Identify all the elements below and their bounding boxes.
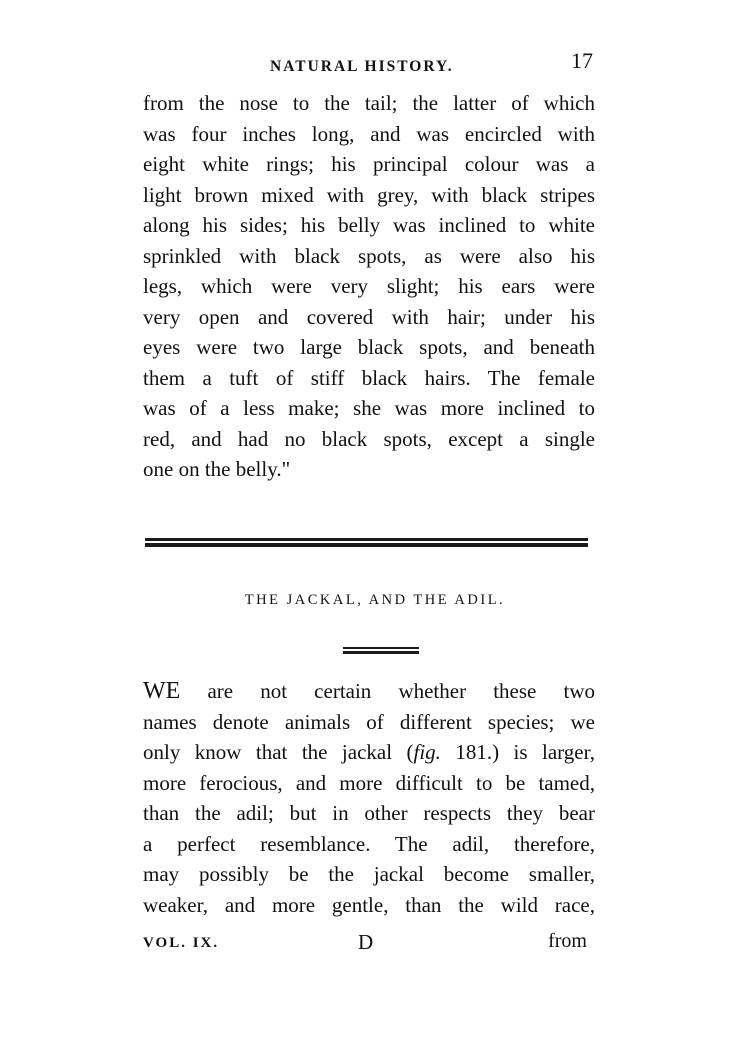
text-fragment: 181.) is larger, xyxy=(440,740,595,764)
text-line: along his sides; his belly was inclined to white xyxy=(143,213,595,237)
text-line: was of a less make; she was more inclined to xyxy=(143,396,595,420)
text-line xyxy=(143,676,595,707)
opening-word: WE xyxy=(143,678,181,704)
figure-reference: fig. xyxy=(413,740,441,764)
text-line: from the nose to the tail; the latter of which xyxy=(143,91,595,115)
volume-label: VOL. IX. xyxy=(143,935,220,951)
text-line xyxy=(143,737,595,768)
text-line: sprinkled with black spots, as were also his xyxy=(143,243,595,268)
text-line: may possibly be the jackal become smaller, xyxy=(143,862,595,886)
catchword: from xyxy=(548,930,587,952)
text-line: than the adil; but in other respects they bear xyxy=(143,801,595,825)
section-divider-rule xyxy=(145,543,588,547)
text-line: light brown mixed with grey, with black stripes xyxy=(143,182,595,207)
text-line: legs, which were very slight; his ears were xyxy=(143,274,595,298)
text-fragment: are not certain whether these two xyxy=(180,679,595,703)
text-line: one on the belly." xyxy=(143,457,291,481)
paragraph-section-body xyxy=(143,676,595,920)
text-line: weaker, and more gentle, than the wild race, xyxy=(143,892,595,917)
paragraph-continued xyxy=(143,88,595,485)
page-footer xyxy=(143,930,595,960)
text-line: a perfect resemblance. The adil, therefore, xyxy=(143,831,595,856)
title-underline-rule xyxy=(343,651,419,654)
text-line: red, and had no black spots, except a single xyxy=(143,426,595,451)
signature-mark: D xyxy=(358,930,374,954)
text-fragment: only know that the jackal ( xyxy=(143,740,414,764)
text-line: very open and covered with hair; under his xyxy=(143,304,595,329)
text-line: them a tuft of stiff black hairs. The female xyxy=(143,365,595,390)
text-line: names denote animals of different species; we xyxy=(143,709,595,734)
running-head: NATURAL HISTORY. xyxy=(270,58,454,75)
text-line: more ferocious, and more difficult to be tamed, xyxy=(143,770,595,795)
section-divider-rule xyxy=(145,538,588,541)
section-title: THE JACKAL, AND THE ADIL. xyxy=(244,592,506,608)
text-line: eight white rings; his principal colour was a xyxy=(143,152,595,176)
title-underline-rule xyxy=(343,647,419,649)
page-number: 17 xyxy=(571,48,593,73)
text-line: eyes were two large black spots, and beneath xyxy=(143,335,595,359)
text-line: was four inches long, and was encircled with xyxy=(143,121,595,146)
